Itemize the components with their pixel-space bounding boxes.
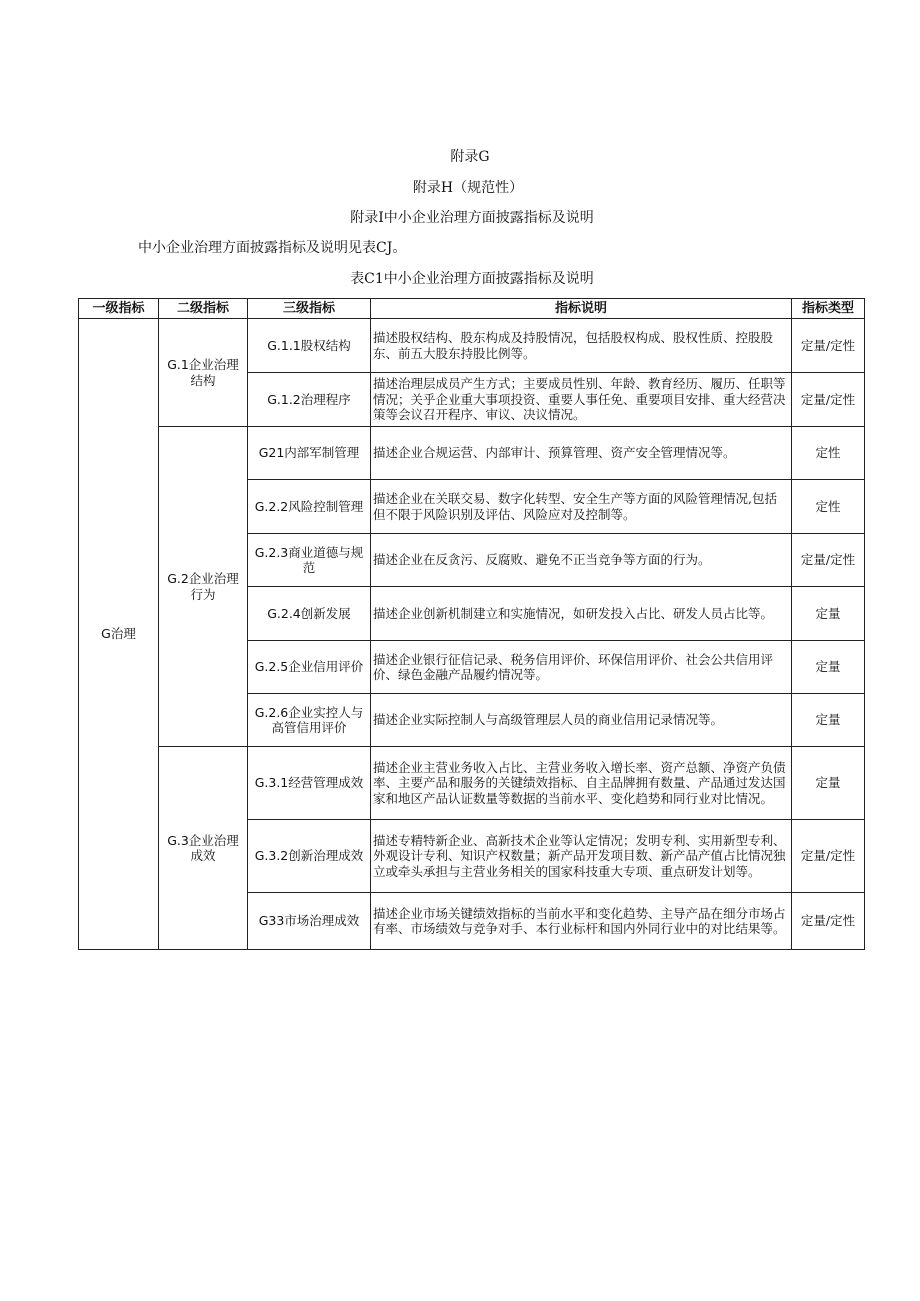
type-cell: 定量/定性 [792, 820, 865, 893]
type-cell: 定量 [792, 747, 865, 820]
level1-cell: G治理 [79, 319, 159, 950]
description-cell: 描述企业创新机制建立和实施情况，如研发投入占比、研发人员占比等。 [371, 587, 792, 641]
type-cell: 定性 [792, 480, 865, 534]
table-row [79, 319, 865, 373]
type-cell: 定量/定性 [792, 534, 865, 587]
level2-cell: G.1企业治理结构 [159, 319, 248, 427]
type-cell: 定量 [792, 641, 865, 694]
governance-indicator-table [78, 298, 865, 950]
table-row [79, 427, 865, 480]
description-cell: 描述企业在关联交易、数字化转型、安全生产等方面的风险管理情况,包括但不限于风险识别及评估、风险应对及控制等。 [371, 480, 792, 534]
header-level3: 三级指标 [248, 299, 371, 319]
level2-cell: G.2企业治理行为 [159, 427, 248, 747]
type-cell: 定量/定性 [792, 893, 865, 950]
type-cell: 定量/定性 [792, 319, 865, 373]
description-cell: 描述专精特新企业、高新技术企业等认定情况；发明专利、实用新型专利、外观设计专利、知识产权数量；新产品开发项目数、新产品产值占比情况独立或牵头承担与主营业务相关的国家科技重大专项、重点研发计划等。 [371, 820, 792, 893]
header-description: 指标说明 [371, 299, 792, 319]
level2-cell: G.3企业治理成效 [159, 747, 248, 950]
intro-sentence: 中小企业治理方面披露指标及说明见表CJ。 [138, 240, 407, 256]
type-cell: 定量 [792, 587, 865, 641]
type-cell: 定性 [792, 427, 865, 480]
level3-cell: G33市场治理成效 [248, 893, 371, 950]
level3-cell: G.2.4创新发展 [248, 587, 371, 641]
type-cell: 定量/定性 [792, 373, 865, 427]
level3-cell: G.1.1股权结构 [248, 319, 371, 373]
type-cell: 定量 [792, 694, 865, 747]
appendix-h-title: 附录H（规范性） [412, 180, 524, 196]
description-cell: 描述企业主营业务收入占比、主营业务收入增长率、资产总额、净资产负债率、主要产品和服务的关键绩效指标、自主品牌拥有数量、产品通过发达国家和地区产品认证数量等数据的当前水平、变化趋势和同行业对比情况。 [371, 747, 792, 820]
level3-cell: G.2.6企业实控人与高管信用评价 [248, 694, 371, 747]
table-row [79, 747, 865, 820]
header-type: 指标类型 [792, 299, 865, 319]
appendix-i-title: 附录I中小企业治理方面披露指标及说明 [350, 210, 594, 226]
table-header-row [79, 299, 865, 319]
description-cell: 描述企业市场关键绩效指标的当前水平和变化趋势、主导产品在细分市场占有率、市场绩效与竞争对手、本行业标杆和国内外同行业中的对比结果等。 [371, 893, 792, 950]
level3-cell: G.3.2创新治理成效 [248, 820, 371, 893]
level3-cell: G.2.5企业信用评价 [248, 641, 371, 694]
description-cell: 描述企业合规运营、内部审计、预算管理、资产安全管理情况等。 [371, 427, 792, 480]
description-cell: 描述治理层成员产生方式；主要成员性别、年龄、教育经历、履历、任职等情况；关乎企业重大事项投资、重要人事任免、重要项目安排、重大经营决策等会议召开程序、审议、决议情况。 [371, 373, 792, 427]
appendix-g-title: 附录G [450, 149, 490, 165]
description-cell: 描述企业在反贪污、反腐败、避免不正当竞争等方面的行为。 [371, 534, 792, 587]
level3-cell: G.2.3商业道德与规范 [248, 534, 371, 587]
header-level2: 二级指标 [159, 299, 248, 319]
table-caption: 表C1中小企业治理方面披露指标及说明 [350, 271, 594, 287]
description-cell: 描述企业银行征信记录、税务信用评价、环保信用评价、社会公共信用评价、绿色金融产品履约情况等。 [371, 641, 792, 694]
level3-cell: G.3.1经营管理成效 [248, 747, 371, 820]
header-level1: 一级指标 [79, 299, 159, 319]
description-cell: 描述企业实际控制人与高级管理层人员的商业信用记录情况等。 [371, 694, 792, 747]
level3-cell: G21内部军制管理 [248, 427, 371, 480]
description-cell: 描述股权结构、股东构成及持股情况，包括股权构成、股权性质、控股股东、前五大股东持股比例等。 [371, 319, 792, 373]
level3-cell: G.2.2风险控制管理 [248, 480, 371, 534]
level3-cell: G.1.2治理程序 [248, 373, 371, 427]
